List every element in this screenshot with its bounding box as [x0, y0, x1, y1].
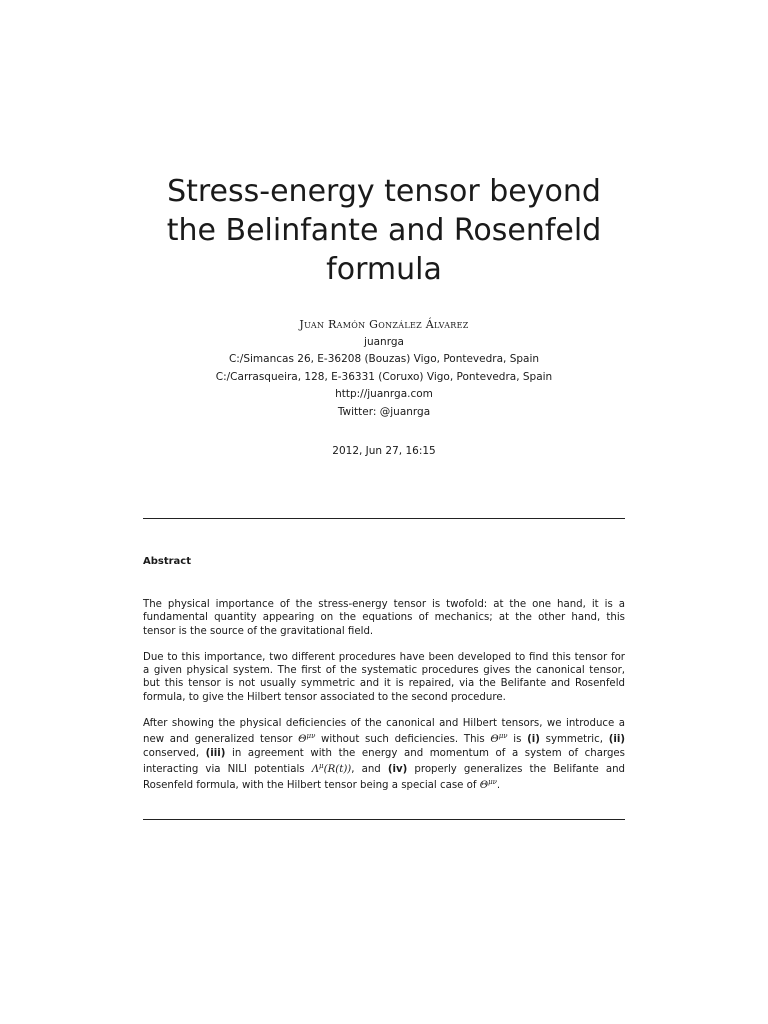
author-address-1: C:/Simancas 26, E-36208 (Bouzas) Vigo, Pontevedra, Spain — [228, 353, 540, 365]
title-line-1: Stress-energy tensor beyond — [167, 174, 601, 209]
abstract-paragraph-2: Due to this importance, two different procedures have been developed to find this tensor for a given physical system. The first of the systematic procedures gives the canonical tensor, but this tensor is not usually symmetric and it is repaired, via the Belifante and Rosenfeld formula, to give the Hilbert tensor associated to the second procedure. — [143, 651, 625, 703]
abstract-heading: Abstract — [143, 556, 192, 567]
author-website[interactable]: http://juanrga.com — [335, 388, 433, 400]
abstract-body — [143, 598, 625, 806]
bottom-divider — [143, 819, 625, 820]
theta-symbol: Θ — [490, 734, 499, 746]
paper-title — [100, 172, 668, 289]
top-divider — [143, 518, 625, 519]
author-address-2: C:/Carrasqueira, 128, E-36331 (Coruxo) Vigo, Pontevedra, Spain — [215, 370, 553, 383]
author-name: Juan Ramón González Álvarez — [299, 318, 469, 331]
author-block — [100, 316, 668, 421]
title-line-2: the Belinfante and Rosenfeld — [166, 213, 602, 248]
abstract-paragraph-1: The physical importance of the stress-energy tensor is twofold: at the one hand, it is a fundamental quantity appearing on the equations of mechanics; at the other hand, this tensor is the source of the gravitational field. — [143, 599, 625, 637]
title-line-3: formula — [326, 252, 442, 287]
abstract-paragraph-3: After showing the physical deficiencies of the canonical and Hilbert tensors, we introduce a new and generalized tensor $\Theta^{\mu\nu}$ without such deficiencies. This $\Theta^{\mu\nu}$ is (i) symmetric, (ii) conserved, (iii) in agreement with the energy and momentum of a system of charges interacting via NILI potentials $\Lambda^\mu(R(t))$, and (iv) properly generalizes the Belifante and Rosenfeld formula, with the Hilbert tensor being a special case of $\Theta^{\mu\nu}$. — [143, 718, 625, 792]
lambda-symbol: Λ — [311, 763, 320, 775]
theta-symbol: Θ — [479, 780, 489, 792]
theta-symbol: Θ — [298, 734, 307, 746]
author-handle: juanrga — [364, 335, 404, 348]
author-twitter[interactable]: Twitter: @juanrga — [337, 405, 431, 418]
paper-date: 2012, Jun 27, 16:15 — [332, 445, 436, 457]
